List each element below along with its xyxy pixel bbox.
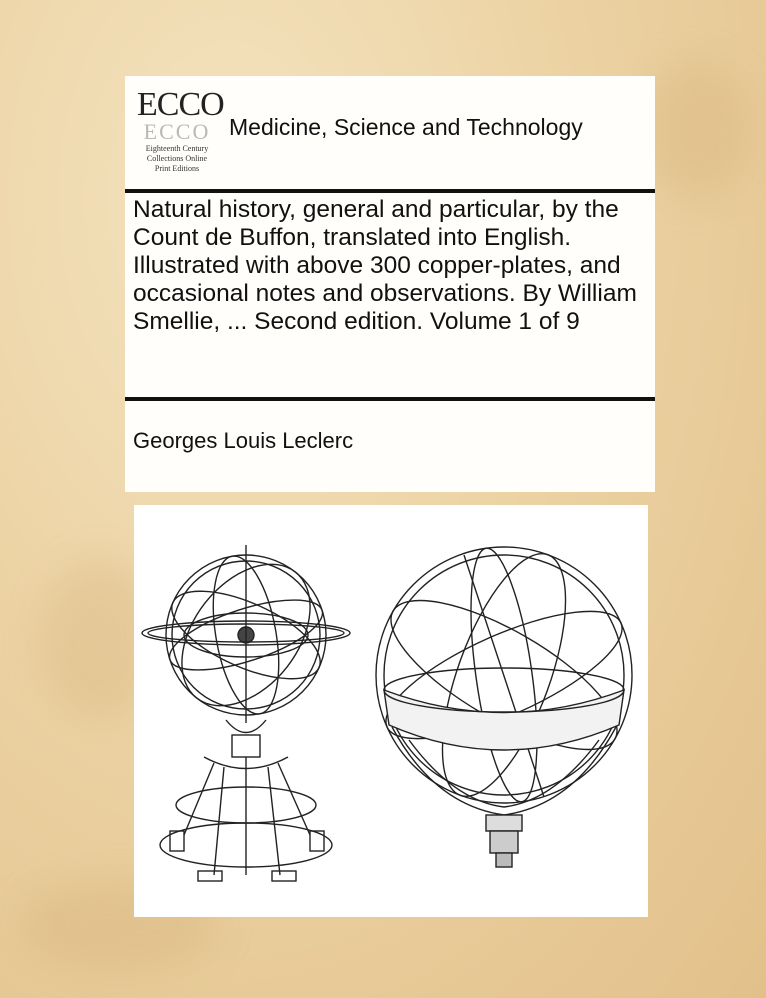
logo-caption-line: Collections Online: [146, 154, 208, 163]
divider-rule: [125, 189, 655, 193]
armillary-sphere-on-stand-illustration: [142, 540, 350, 881]
series-title: Medicine, Science and Technology: [229, 114, 583, 140]
armillary-sphere-bowl-illustration: [371, 539, 637, 867]
divider-rule: [125, 397, 655, 401]
header: [125, 76, 655, 186]
book-title: Natural history, general and particular, by the Count de Buffon, translated into English. Illustrated with above 300 copper-plates, and occasional notes and observations. By William Smellie, ... Second edition. Volume 1 of 9: [133, 196, 637, 335]
logo-caption-line: Eighteenth Century: [145, 144, 209, 153]
illustration-plate: [134, 505, 648, 917]
logo-caption: [137, 144, 217, 174]
illustration-svg: [134, 505, 648, 917]
title-panel: [125, 76, 655, 492]
logo-caption-line: Print Editions: [154, 164, 200, 173]
logo-letters: ECCO: [137, 86, 224, 123]
author-name: Georges Louis Leclerc: [133, 428, 354, 453]
paper-stain: [640, 60, 750, 200]
ecco-logo: [137, 86, 224, 178]
logo-letters-reflection: ECCO: [143, 119, 211, 144]
